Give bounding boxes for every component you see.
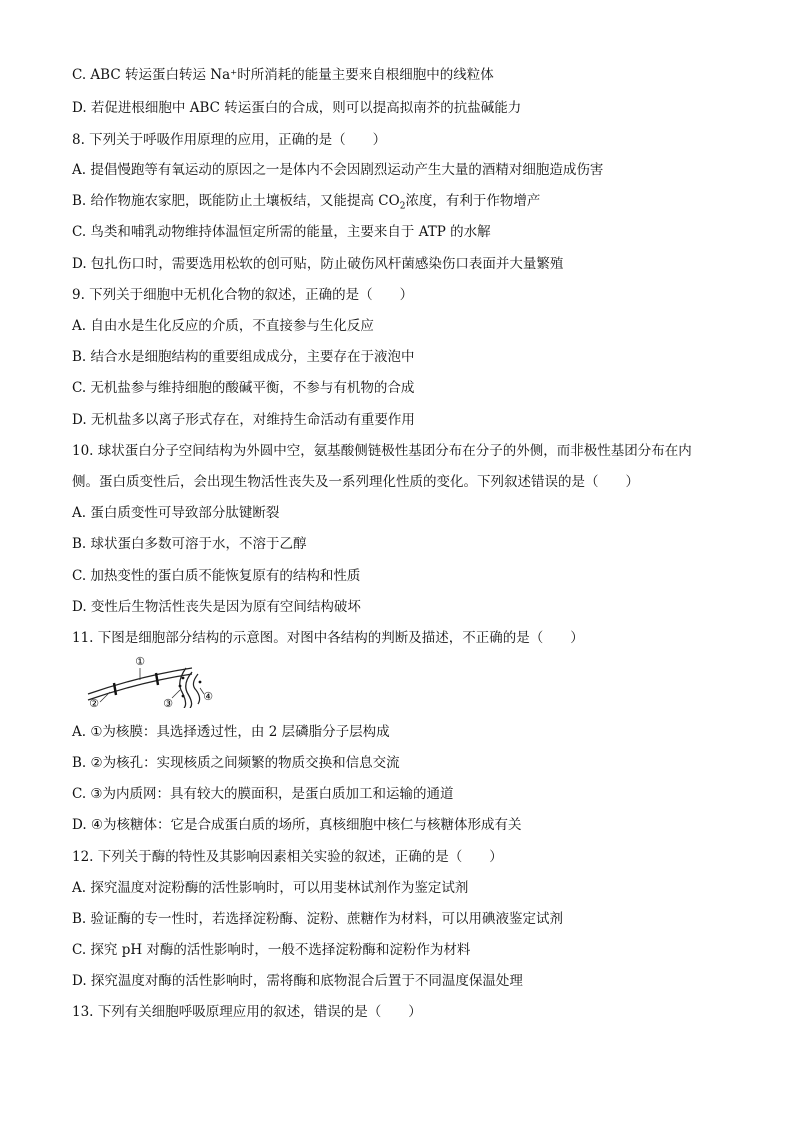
q12-option-c: C. 探究 pH 对酶的活性影响时，一般不选择淀粉酶和淀粉作为材料 <box>72 942 471 958</box>
q9-option-d: D. 无机盐多以离子形式存在，对维持生命活动有重要作用 <box>72 412 415 428</box>
q8-option-d: D. 包扎伤口时，需要选用松软的创可贴，防止破伤风杆菌感染伤口表面并大量繁殖 <box>72 256 564 272</box>
q8-option-b <box>72 191 732 217</box>
diagram-label-2: ② <box>89 697 99 708</box>
q8b-text-pre: B. 给作物施农家肥，既能防止土壤板结，又能提高 CO <box>72 193 400 209</box>
q9-option-b: B. 结合水是细胞结构的重要组成成分，主要存在于液泡中 <box>72 349 415 365</box>
q8-stem: 8. 下列关于呼吸作用原理的应用，正确的是（ ） <box>72 132 387 148</box>
q11-option-a: A. ①为核膜：具选择透过性，由 2 层磷脂分子层构成 <box>72 724 390 740</box>
q9-option-c: C. 无机盐参与维持细胞的酸碱平衡，不参与有机物的合成 <box>72 380 415 396</box>
q10-option-b: B. 球状蛋白多数可溶于水，不溶于乙醇 <box>72 536 307 552</box>
q7-option-c: C. ABC 转运蛋白转运 Na⁺时所消耗的能量主要来自根细胞中的线粒体 <box>72 67 494 83</box>
q9-stem: 9. 下列关于细胞中无机化合物的叙述，正确的是（ ） <box>72 287 414 303</box>
q8b-text-post: 浓度，有利于作物增产 <box>405 193 541 209</box>
diagram-label-4: ④ <box>203 690 213 703</box>
q11-option-b: B. ②为核孔：实现核质之间频繁的物质交换和信息交流 <box>72 755 400 771</box>
q13-stem: 13. 下列有关细胞呼吸原理应用的叙述，错误的是（ ） <box>72 1004 422 1020</box>
q10-option-c: C. 加热变性的蛋白质不能恢复原有的结构和性质 <box>72 568 361 584</box>
q8-option-c: C. 鸟类和哺乳动物维持体温恒定所需的能量，主要来自于 ATP 的水解 <box>72 224 491 240</box>
cell-structure-diagram <box>80 654 220 708</box>
q10-option-a: A. 蛋白质变性可导致部分肽键断裂 <box>72 505 280 521</box>
q10-stem-line2: 侧。蛋白质变性后，会出现生物活性丧失及一系列理化性质的变化。下列叙述错误的是（ ） <box>72 474 639 490</box>
q7-option-d: D. 若促进根细胞中 ABC 转运蛋白的合成，则可以提高拟南芥的抗盐碱能力 <box>72 100 522 116</box>
q8-option-a: A. 提倡慢跑等有氧运动的原因之一是体内不会因剧烈运动产生大量的酒精对细胞造成伤害 <box>72 162 604 178</box>
diagram-label-1: ① <box>135 655 145 668</box>
q12-stem: 12. 下列关于酶的特性及其影响因素相关实验的叙述，正确的是（ ） <box>72 849 503 865</box>
q12-option-b: B. 验证酶的专一性时，若选择淀粉酶、淀粉、蔗糖作为材料，可以用碘液鉴定试剂 <box>72 911 564 927</box>
diagram-label-3: ③ <box>163 697 173 708</box>
q10-option-d: D. 变性后生物活性丧失是因为原有空间结构破坏 <box>72 599 361 615</box>
q11-option-d: D. ④为核糖体：它是合成蛋白质的场所，真核细胞中核仁与核糖体形成有关 <box>72 817 522 833</box>
q12-option-a: A. 探究温度对淀粉酶的活性影响时，可以用斐林试剂作为鉴定试剂 <box>72 880 469 896</box>
q8b-subscript: 2 <box>399 201 406 212</box>
q11-option-c: C. ③为内质网：具有较大的膜面积，是蛋白质加工和运输的通道 <box>72 786 454 802</box>
q10-stem-line1: 10. 球状蛋白分子空间结构为外圆中空，氨基酸侧链极性基团分布在分子的外侧，而非极性基团分布在内 <box>72 443 692 459</box>
q12-option-d: D. 探究温度对酶的活性影响时，需将酶和底物混合后置于不同温度保温处理 <box>72 973 523 989</box>
q11-stem: 11. 下图是细胞部分结构的示意图。对图中各结构的判断及描述，不正确的是（ ） <box>72 630 584 646</box>
q9-option-a: A. 自由水是生化反应的介质，不直接参与生化反应 <box>72 318 374 334</box>
